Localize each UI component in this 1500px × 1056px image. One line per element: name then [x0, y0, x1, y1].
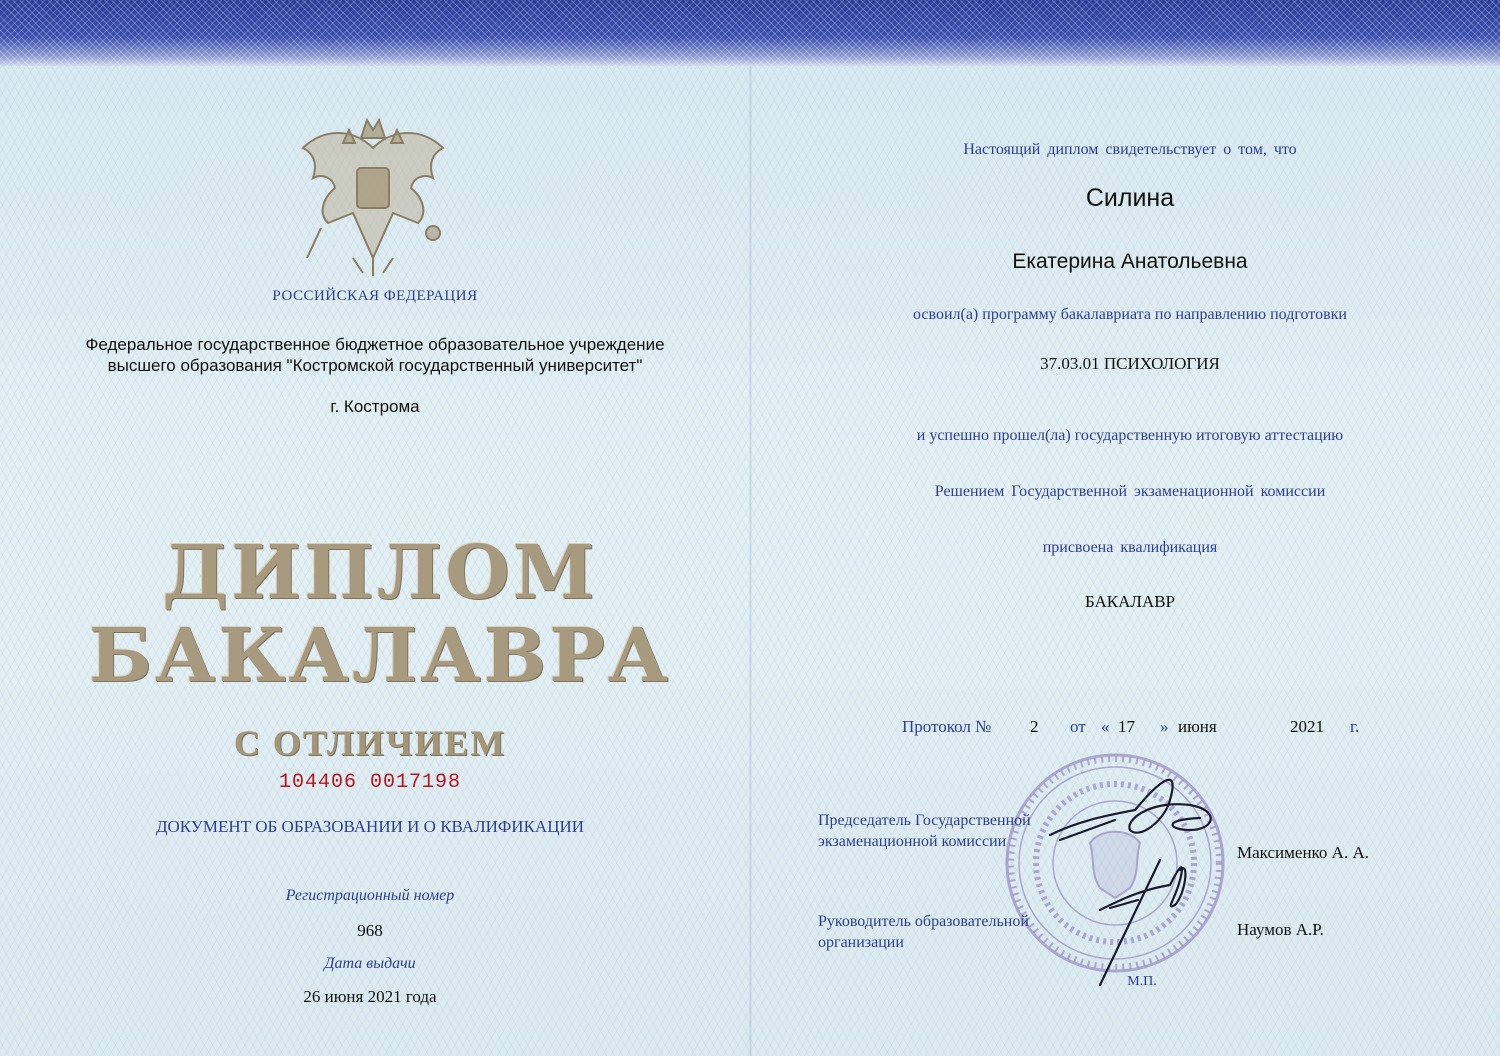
protocol-quote-close: »	[1160, 717, 1169, 736]
protocol-year: 2021	[1290, 717, 1324, 736]
diploma-title-line1: ДИПЛОМ	[162, 530, 598, 616]
diploma-title-line2: БАКАЛАВРА	[88, 613, 672, 699]
issue-date: 26 июня 2021 года	[303, 987, 437, 1006]
qualification-value: БАКАЛАВР	[1084, 592, 1176, 611]
issue-date-label: Дата выдачи	[324, 955, 416, 972]
certifies-text: Настоящий диплом свидетельствует о том, что	[963, 141, 1297, 158]
commission-decision-text: Решением Государственной экзаменационной комиссии	[934, 483, 1326, 500]
document-type: ДОКУМЕНТ ОБ ОБРАЗОВАНИИ И О КВАЛИФИКАЦИИ	[155, 817, 585, 836]
seal-mark: М.П.	[1127, 974, 1157, 989]
protocol-year-suffix: г.	[1350, 717, 1360, 736]
attestation-text: и успешно прошел(ла) государственную итоговую аттестацию	[916, 427, 1344, 444]
coat-of-arms-icon	[283, 108, 463, 278]
program-mastered-text: освоил(а) программу бакалавриата по направлению подготовки	[913, 306, 1347, 323]
honors-label: С ОТЛИЧИЕМ	[233, 723, 507, 763]
head-role: Руководитель образовательной организации	[818, 913, 1029, 951]
page-fold	[749, 66, 752, 1056]
signatures-icon	[1040, 760, 1270, 990]
serial-number: 104406 0017198	[278, 771, 462, 794]
chair-name: Максименко А. А.	[1237, 843, 1369, 862]
country-name: РОССИЙСКАЯ ФЕДЕРАЦИЯ	[272, 288, 478, 304]
protocol-month: июня	[1178, 717, 1217, 736]
institution-city: г. Кострома	[330, 397, 420, 416]
graduate-given-names: Екатерина Анатольевна	[1012, 250, 1248, 273]
program-name: 37.03.01 ПСИХОЛОГИЯ	[1040, 354, 1220, 373]
qualification-label: присвоена квалификация	[1042, 539, 1218, 556]
chair-role: Председатель Государственной экзаменационной комиссии	[818, 812, 1031, 850]
institution-name: Федеральное государственное бюджетное образовательное учреждение высшего образования "Костромской государственный университет"	[85, 335, 665, 375]
protocol-label: Протокол №	[902, 717, 992, 736]
protocol-quote-open: «	[1101, 717, 1110, 736]
registration-label: Регистрационный номер	[285, 887, 455, 904]
protocol-number: 2	[1030, 717, 1039, 736]
head-name: Наумов А.Р.	[1237, 920, 1324, 939]
graduate-surname: Силина	[1085, 184, 1175, 212]
decorative-top-band	[0, 0, 1500, 66]
registration-number: 968	[357, 921, 383, 940]
protocol-from: от	[1070, 717, 1086, 736]
protocol-day: 17	[1118, 717, 1135, 736]
